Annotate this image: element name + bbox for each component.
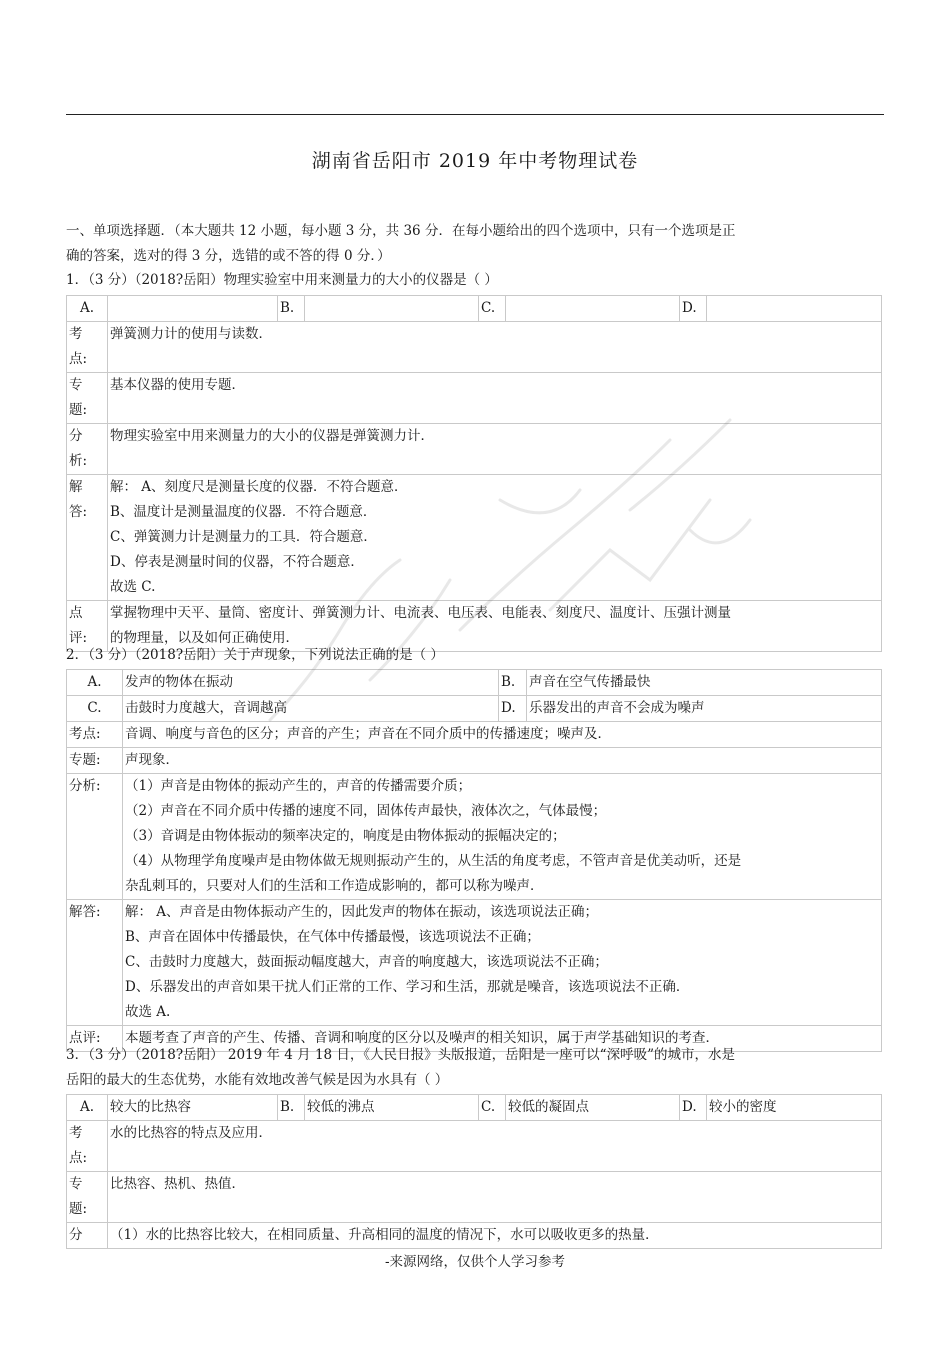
- q3-kaodian: 水的比热容的特点及应用．: [108, 1121, 882, 1172]
- q2-options-row-2: [67, 696, 882, 722]
- q3-option-b-text: 较低的沸点: [305, 1095, 479, 1121]
- q2-option-b-key: B.: [499, 670, 527, 696]
- q1-jieda: 解： A、刻度尺是测量长度的仪器．不符合题意． B、温度计是测量温度的仪器．不符合题意． C、弹簧测力计是测量力的工具．符合题意． D、停表是测量时间的仪器，不符合题意． 故选 C.: [108, 475, 882, 601]
- q1-fenxi-row: [67, 424, 882, 475]
- q1-jieda-label: 解 答:: [67, 475, 108, 601]
- q2-dianping: 本题考查了声音的产生、传播、音调和响度的区分以及噪声的相关知识，属于声学基础知识的考查．: [123, 1026, 882, 1052]
- section-intro: [66, 219, 735, 269]
- q1-options-row: [67, 296, 882, 322]
- q2-option-a-key: A.: [67, 670, 123, 696]
- q2-kaodian-row: [67, 722, 882, 748]
- q2-zhuanti: 声现象．: [123, 748, 882, 774]
- q2-kaodian: 音调、响度与音色的区分；声音的产生；声音在不同介质中的传播速度；噪声及．: [123, 722, 882, 748]
- q3-stem: [66, 1043, 735, 1093]
- q1-kaodian: 弹簧测力计的使用与读数．: [108, 322, 882, 373]
- q1-stem: 1．（3 分）（2018?岳阳）物理实验室中用来测量力的大小的仪器是（ ）: [66, 272, 498, 288]
- q2-zhuanti-row: [67, 748, 882, 774]
- q2-stem: 2．（3 分）（2018?岳阳）关于声现象，下列说法正确的是（ ）: [66, 647, 444, 663]
- q1-zhuanti: 基本仪器的使用专题．: [108, 373, 882, 424]
- q3-option-b-key: B.: [278, 1095, 305, 1121]
- q3-zhuanti: 比热容、热机、热值．: [108, 1172, 882, 1223]
- q3-option-c-text: 较低的凝固点: [506, 1095, 680, 1121]
- q1-dianping-label: 点 评:: [67, 601, 108, 652]
- q2-option-b-text: 声音在空气传播最快: [527, 670, 882, 696]
- section-intro-line2: 确的答案，选对的得 3 分，选错的或不答的得 0 分．）: [66, 248, 391, 264]
- q1-fenxi-label: 分 析:: [67, 424, 108, 475]
- q2-fenxi: （1）声音是由物体的振动产生的，声音的传播需要介质； （2）声音在不同介质中传播的速度不同，固体传声最快，液体次之，气体最慢； （3）音调是由物体振动的频率决定的，响度是由物体振动的振幅决定的； （4）从物理学角度噪声是由物体做无规则振动产生的，从生活的角度考虑，不管声音是优美动听，还是 杂乱刺耳的，只要对人们的生活和工作造成影响的，都可以称为噪声．: [123, 774, 882, 900]
- q2-fenxi-label: 分析:: [67, 774, 123, 900]
- q3-fenxi-label: 分: [67, 1223, 108, 1249]
- page-footer: -来源网络，仅供个人学习参考: [384, 1254, 566, 1270]
- q1-option-c: C.: [479, 296, 506, 322]
- q1-option-a: A.: [67, 296, 108, 322]
- q3-option-c-key: C.: [479, 1095, 506, 1121]
- q2-option-a-text: 发声的物体在振动: [123, 670, 499, 696]
- q2-option-d-text: 乐器发出的声音不会成为噪声: [527, 696, 882, 722]
- q2-fenxi-row: [67, 774, 882, 900]
- q1-table: [66, 295, 882, 652]
- q1-kaodian-row: [67, 322, 882, 373]
- q2-dianping-label: 点评:: [67, 1026, 123, 1052]
- q3-kaodian-row: [67, 1121, 882, 1172]
- q2-jieda-row: [67, 900, 882, 1026]
- q3-stem-line2: 岳阳的最大的生态优势，水能有效地改善气候是因为水具有（ ）: [66, 1072, 449, 1088]
- q3-zhuanti-row: [67, 1172, 882, 1223]
- q2-options-row-1: [67, 670, 882, 696]
- q2-kaodian-label: 考点:: [67, 722, 123, 748]
- q1-kaodian-label: 考 点:: [67, 322, 108, 373]
- q3-option-a-key: A.: [67, 1095, 108, 1121]
- q1-dianping: 掌握物理中天平、量筒、密度计、弹簧测力计、电流表、电压表、电能表、刻度尺、温度计、压强计测量 的物理量，以及如何正确使用．: [108, 601, 882, 652]
- q3-option-d-key: D.: [680, 1095, 707, 1121]
- q1-fenxi: 物理实验室中用来测量力的大小的仪器是弹簧测力计．: [108, 424, 882, 475]
- page-title: 湖南省岳阳市 2019 年中考物理试卷: [311, 150, 639, 172]
- q1-option-b: B.: [278, 296, 305, 322]
- q1-jieda-row: [67, 475, 882, 601]
- section-intro-line1: 一、单项选择题．（本大题共 12 小题，每小题 3 分，共 36 分．在每小题给出的四个选项中，只有一个选项是正: [66, 223, 736, 239]
- q2-option-c-key: C.: [67, 696, 123, 722]
- q2-option-c-text: 击鼓时力度越大，音调越高: [123, 696, 499, 722]
- q2-jieda-label: 解答:: [67, 900, 123, 1026]
- q1-option-d: D.: [680, 296, 707, 322]
- q1-zhuanti-label: 专 题:: [67, 373, 108, 424]
- q2-jieda: 解： A、声音是由物体振动产生的，因此发声的物体在振动，该选项说法正确； B、声音在固体中传播最快，在气体中传播最慢，该选项说法不正确； C、击鼓时力度越大，鼓面振动幅度越大，声音的响度越大，该选项说法不正确； D、乐器发出的声音如果干扰人们正常的工作、学习和生活，那就是噪音，该选项说法不正确． 故选 A.: [123, 900, 882, 1026]
- q3-kaodian-label: 考 点:: [67, 1121, 108, 1172]
- q2-table: [66, 669, 882, 1052]
- top-rule: [66, 114, 884, 115]
- q3-option-d-text: 较小的密度: [707, 1095, 882, 1121]
- q1-zhuanti-row: [67, 373, 882, 424]
- q3-fenxi: （1）水的比热容比较大，在相同质量、升高相同的温度的情况下，水可以吸收更多的热量．: [108, 1223, 882, 1249]
- q3-fenxi-row: [67, 1223, 882, 1249]
- q2-option-d-key: D.: [499, 696, 527, 722]
- q3-option-a-text: 较大的比热容: [108, 1095, 278, 1121]
- q3-zhuanti-label: 专 题:: [67, 1172, 108, 1223]
- q2-zhuanti-label: 专题:: [67, 748, 123, 774]
- q3-stem-line1: 3．（3 分）（2018?岳阳） 2019 年 4 月 18 日，《人民日报》头版报道，岳阳是一座可以“深呼吸”的城市，水是: [66, 1047, 735, 1063]
- q3-options-row: [67, 1095, 882, 1121]
- q3-table: [66, 1094, 882, 1249]
